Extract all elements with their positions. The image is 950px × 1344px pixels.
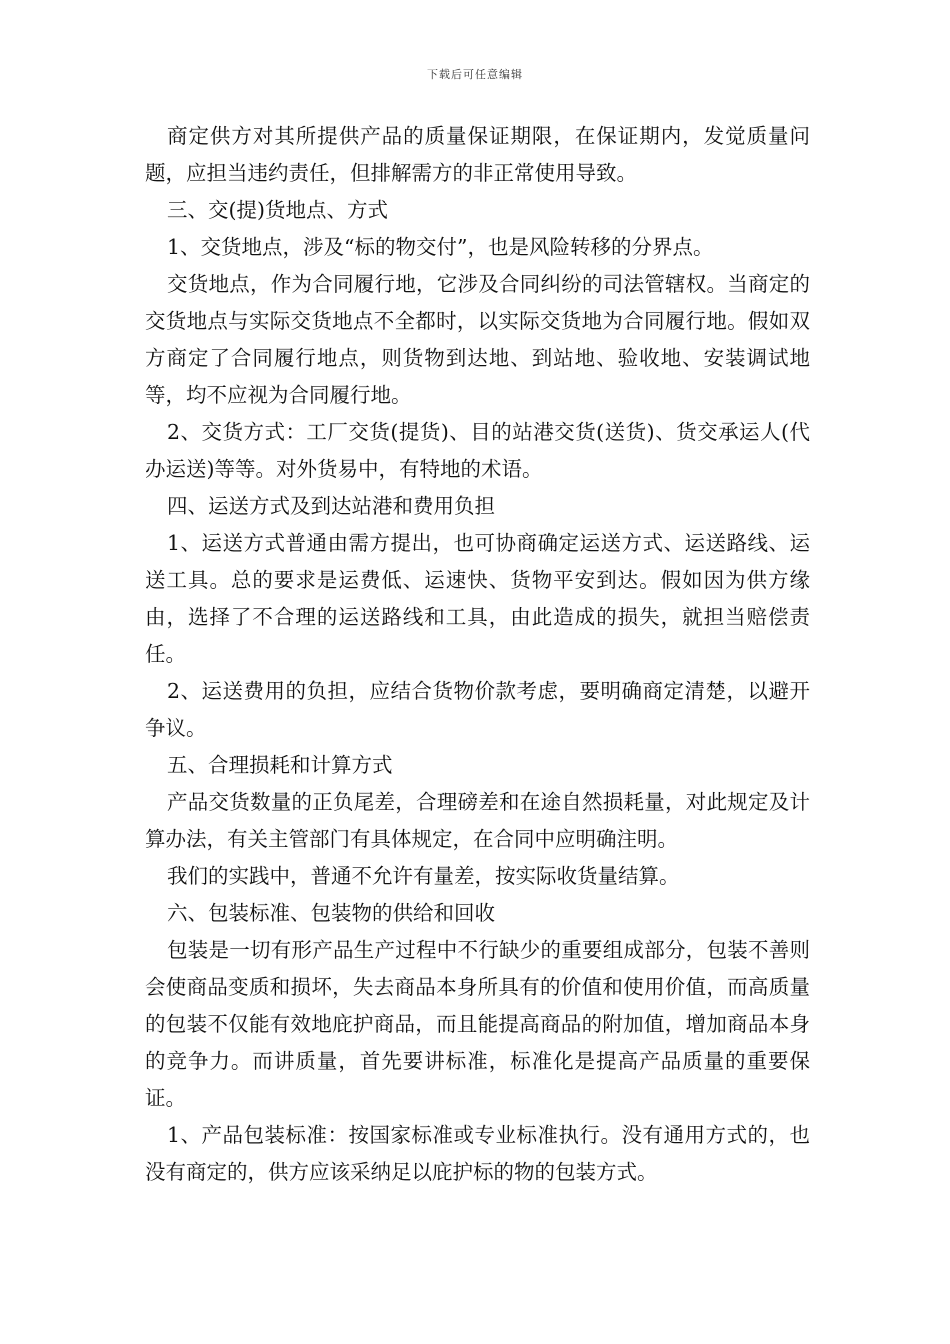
paragraph-loss-practice: 我们的实践中，普通不允许有量差，按实际收货量结算。 [167, 864, 680, 888]
page-header-note: 下载后可任意编辑 [427, 68, 523, 81]
paragraph-packaging-importance: 包装是一切有形产品生产过程中不行缺少的重要组成部分，包装不善则会使商品变质和损坏，失去商品本身所具有的价值和使用价值，而高质量的包装不仅能有效地庇护商品，而且能提高商品的附加值，增加商品本身的竞争力。而讲质量，首先要讲标准，标准化是提高产品质量的重要保证。 [145, 938, 810, 1110]
paragraph-loss-tolerance: 产品交货数量的正负尾差，合理磅差和在途自然损耗量，对此规定及计算办法，有关主管部门有具体规定，在合同中应明确注明。 [145, 790, 810, 851]
paragraph-transport-cost: 2、运送费用的负担，应结合货物价款考虑，要明确商定清楚，以避开争议。 [145, 679, 810, 740]
paragraph-delivery-place: 1、交货地点，涉及“标的物交付”，也是风险转移的分界点。 [167, 235, 714, 259]
section-heading-loss: 五、合理损耗和计算方式 [167, 753, 393, 777]
document-body [145, 118, 810, 1191]
paragraph-delivery-method: 2、交货方式：工厂交货(提货)、目的站港交货(送货)、货交承运人(代办运送)等等。对外货易中，有特地的术语。 [145, 420, 810, 481]
paragraph-transport-method: 1、运送方式普通由需方提出，也可协商确定运送方式、运送路线、运送工具。总的要求是运费低、运速快、货物平安到达。假如因为供方缘由，选择了不合理的运送路线和工具，由此造成的损失，就担当赔偿责任。 [145, 531, 810, 666]
section-heading-delivery: 三、交(提)货地点、方式 [167, 198, 388, 222]
section-heading-packaging: 六、包装标准、包装物的供给和回收 [167, 901, 495, 925]
paragraph-warranty: 商定供方对其所提供产品的质量保证期限，在保证期内，发觉质量问题，应担当违约责任，但排解需方的非正常使用导致。 [145, 124, 810, 185]
paragraph-packaging-standard: 1、产品包装标准：按国家标准或专业标准执行。没有通用方式的，也没有商定的，供方应该采纳足以庇护标的物的包装方式。 [145, 1123, 810, 1184]
paragraph-delivery-place-detail: 交货地点，作为合同履行地，它涉及合同纠纷的司法管辖权。当商定的交货地点与实际交货地点不全都时，以实际交货地为合同履行地。假如双方商定了合同履行地点，则货物到达地、到站地、验收地、安装调试地等，均不应视为合同履行地。 [145, 272, 810, 407]
section-heading-transport: 四、运送方式及到达站港和费用负担 [167, 494, 495, 518]
